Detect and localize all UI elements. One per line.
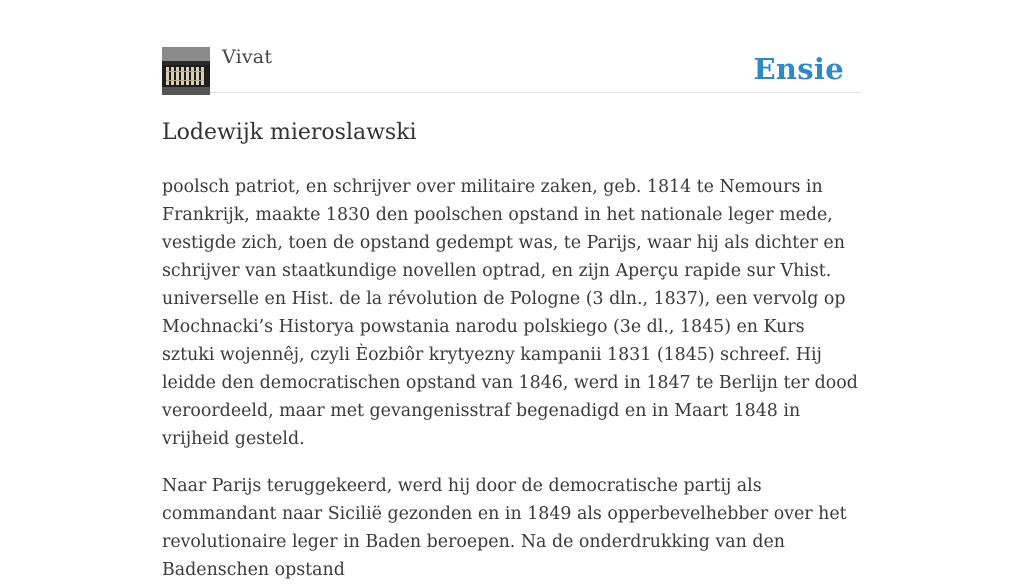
brand-logo[interactable]: Ensie [753,52,844,86]
page [162,0,862,580]
book-spines-avatar-icon [162,47,210,95]
article-body [162,173,862,584]
header [162,0,862,93]
avatar[interactable] [162,47,210,95]
source-name[interactable]: Vivat [222,46,273,68]
paragraph: poolsch patriot, en schrijver over militaire zaken, geb. 1814 te Nemours in Frankrijk, maakte 1830 den poolschen opstand in het nationale leger mede, vestigde zich, toen de opstand gedempt was, te Parijs, waar hij als dichter en schrijver van staatkundige novellen optrad, en zijn Aperçu rapide sur Vhist. universelle en Hist. de la révolution de Pologne (3 dln., 1837), een vervolg op Mochnacki’s Historya powstania narodu polskiego (3e dl., 1845) en Kurs sztuki wojennêj, czyli Èozbiôr krytyezny kampanii 1831 (1845) schreef. Hij leidde den democratischen opstand van 1846, werd in 1847 te Berlijn ter dood veroordeeld, maar met gevangenisstraf begenadigd en in Maart 1848 in vrijheid gesteld. [162,177,858,449]
paragraph: Naar Parijs teruggekeerd, werd hij door de democratische partij als commandant naar Sicilië gezonden en in 1849 als opperbevelhebber over het revolutionaire leger in Baden beroepen. Na de onderdrukking van den Badenschen opstand [162,476,847,580]
article-title: Lodewijk mieroslawski [162,120,417,145]
